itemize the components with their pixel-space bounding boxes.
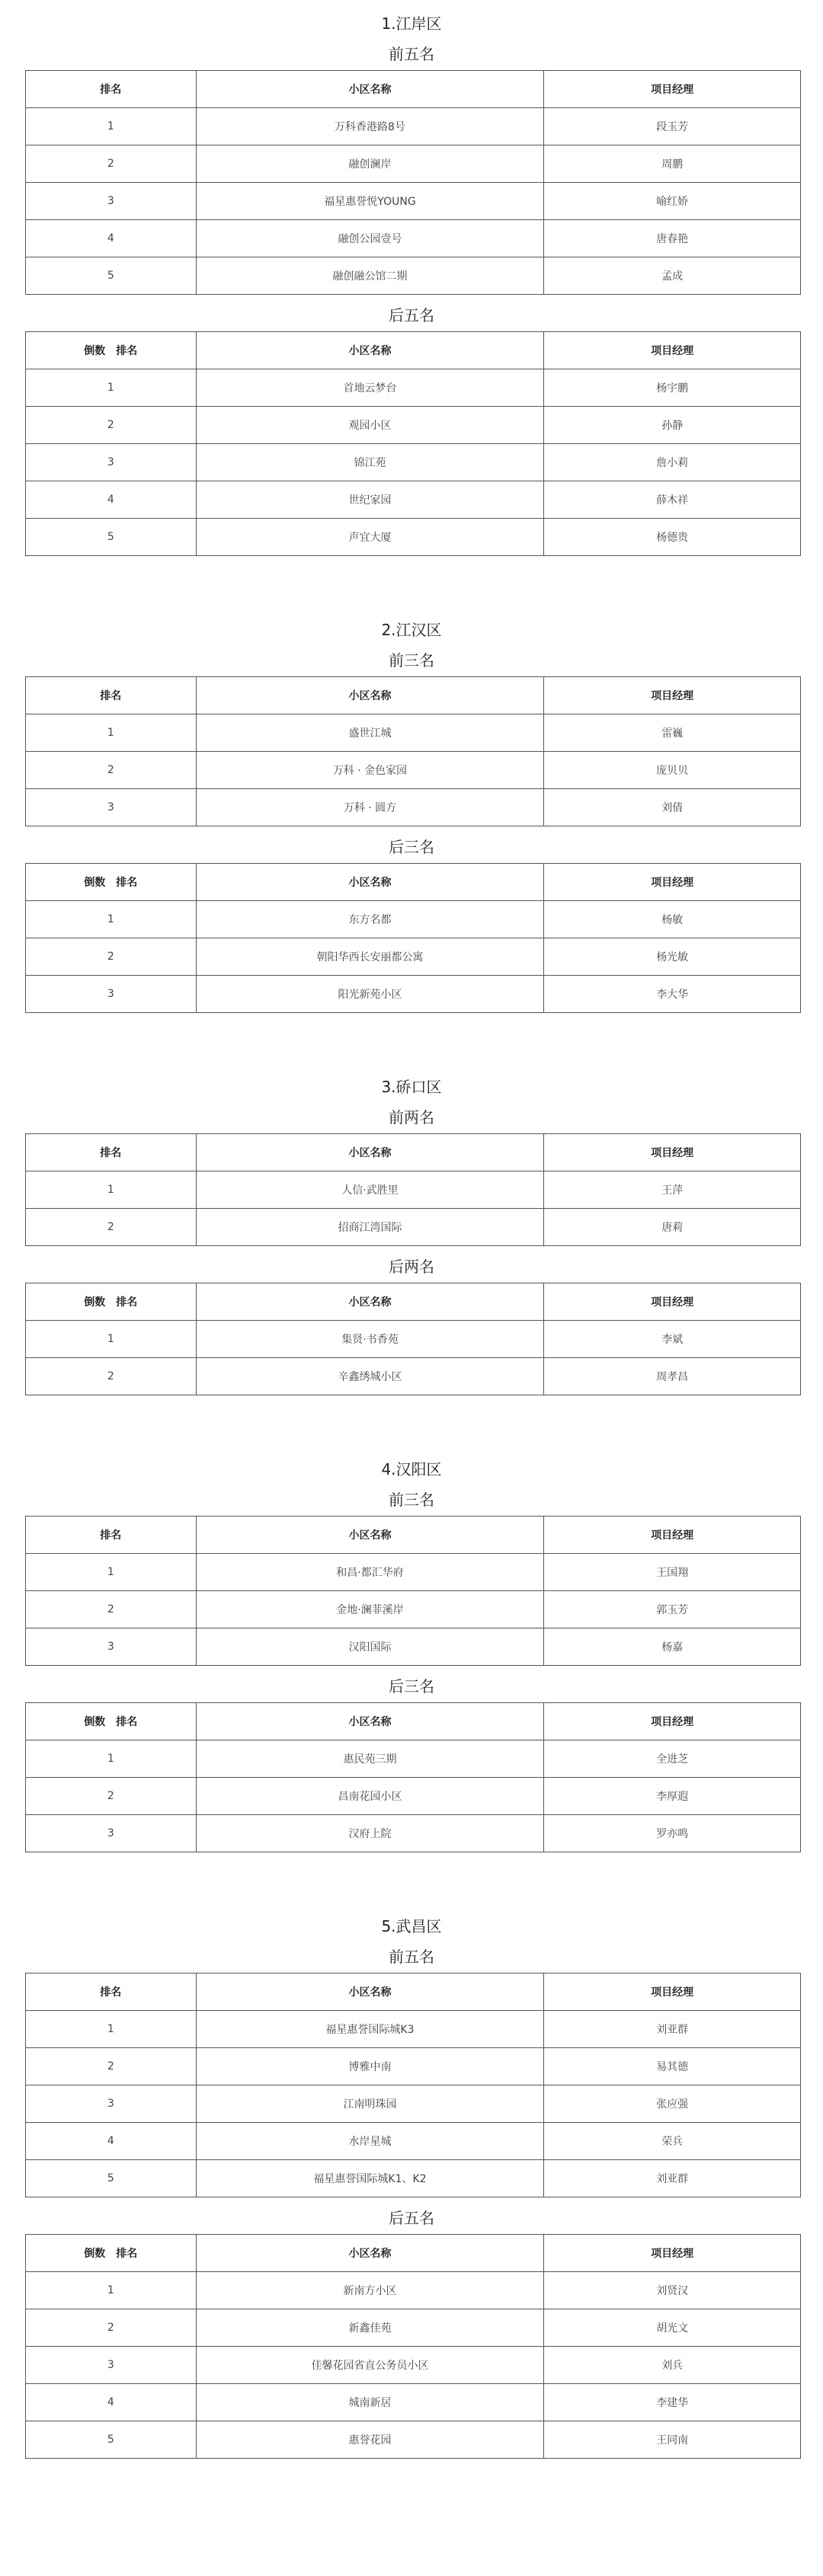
rank-label: 排名 bbox=[100, 1529, 122, 1542]
rank-cell: 2 bbox=[26, 1209, 197, 1246]
community-cell: 融创澜岸 bbox=[196, 145, 544, 183]
rank-cell: 2 bbox=[26, 407, 197, 444]
manager-cell: 李建华 bbox=[544, 2384, 801, 2421]
table-row bbox=[26, 938, 801, 976]
bottom-ranking-table bbox=[25, 2234, 801, 2459]
rank-header bbox=[26, 1517, 197, 1554]
top-ranking-title: 前三名 bbox=[389, 651, 434, 670]
table-row bbox=[26, 2123, 801, 2160]
table-row bbox=[26, 1321, 801, 1358]
rank-cell: 4 bbox=[26, 2123, 197, 2160]
table-row bbox=[26, 976, 801, 1013]
reverse-label: 倒数 bbox=[84, 2248, 106, 2260]
manager-cell: 雷巍 bbox=[544, 714, 801, 752]
community-cell: 朝阳华西长安丽都公寓 bbox=[196, 938, 544, 976]
district-section bbox=[0, 1074, 823, 1456]
table-row bbox=[26, 1628, 801, 1666]
rank-cell: 4 bbox=[26, 481, 197, 519]
table-row bbox=[26, 444, 801, 481]
reverse-label: 倒数 bbox=[84, 877, 106, 889]
manager-cell: 李斌 bbox=[544, 1321, 801, 1358]
rank-cell: 1 bbox=[26, 369, 197, 407]
community-cell: 东方名都 bbox=[196, 901, 544, 938]
rank-cell: 2 bbox=[26, 1358, 197, 1395]
top-ranking-title: 前两名 bbox=[389, 1108, 434, 1127]
rank-header bbox=[26, 1134, 197, 1171]
manager-cell: 薛木祥 bbox=[544, 481, 801, 519]
community-header: 小区名称 bbox=[196, 1974, 544, 2011]
rank-cell: 1 bbox=[26, 1321, 197, 1358]
manager-cell: 段玉芳 bbox=[544, 108, 801, 145]
district-section bbox=[0, 617, 823, 1074]
community-cell: 福星惠誉国际城K3 bbox=[196, 2011, 544, 2048]
rank-cell: 1 bbox=[26, 2011, 197, 2048]
manager-cell: 杨德贵 bbox=[544, 519, 801, 556]
manager-header: 项目经理 bbox=[544, 677, 801, 714]
bottom-ranking-title: 后五名 bbox=[389, 306, 434, 324]
rank-cell: 3 bbox=[26, 2347, 197, 2384]
rank-label: 排名 bbox=[100, 1986, 122, 1999]
top-ranking-table bbox=[25, 1516, 801, 1666]
rank-header bbox=[26, 2235, 197, 2272]
community-cell: 惠誉花园 bbox=[196, 2421, 544, 2459]
reverse-label: 倒数 bbox=[84, 1716, 106, 1728]
manager-cell: 刘贤汉 bbox=[544, 2272, 801, 2309]
table-row bbox=[26, 2085, 801, 2123]
manager-cell: 杨嘉 bbox=[544, 1628, 801, 1666]
community-cell: 汉阳国际 bbox=[196, 1628, 544, 1666]
table-row bbox=[26, 1815, 801, 1852]
manager-header: 项目经理 bbox=[544, 1134, 801, 1171]
community-cell: 福星惠誉国际城K1、K2 bbox=[196, 2160, 544, 2197]
manager-cell: 詹小莉 bbox=[544, 444, 801, 481]
district-title: 4.汉阳区 bbox=[381, 1460, 442, 1478]
community-cell: 首地云梦台 bbox=[196, 369, 544, 407]
community-cell: 和昌·都汇华府 bbox=[196, 1554, 544, 1591]
bottom-ranking-title: 后三名 bbox=[389, 1677, 434, 1695]
rank-cell: 4 bbox=[26, 2384, 197, 2421]
community-cell: 人信·武胜里 bbox=[196, 1171, 544, 1209]
rank-label: 排名 bbox=[116, 345, 138, 357]
manager-cell: 刘倩 bbox=[544, 789, 801, 826]
table-row bbox=[26, 407, 801, 444]
community-cell: 博雅中南 bbox=[196, 2048, 544, 2085]
manager-cell: 李厚遐 bbox=[544, 1778, 801, 1815]
community-header: 小区名称 bbox=[196, 1703, 544, 1740]
community-cell: 万科香港路8号 bbox=[196, 108, 544, 145]
bottom-ranking-table bbox=[25, 863, 801, 1013]
district-section bbox=[0, 11, 823, 617]
table-row bbox=[26, 519, 801, 556]
community-cell: 锦江苑 bbox=[196, 444, 544, 481]
rank-header bbox=[26, 1974, 197, 2011]
rank-cell: 1 bbox=[26, 1740, 197, 1778]
bottom-ranking-title: 后五名 bbox=[389, 2209, 434, 2227]
table-header-row bbox=[26, 1974, 801, 2011]
rank-cell: 3 bbox=[26, 183, 197, 220]
table-header-row bbox=[26, 71, 801, 108]
table-row bbox=[26, 108, 801, 145]
district-section bbox=[0, 1913, 823, 2459]
community-cell: 观园小区 bbox=[196, 407, 544, 444]
reverse-label: 倒数 bbox=[84, 1296, 106, 1309]
rank-cell: 5 bbox=[26, 2421, 197, 2459]
community-cell: 招商江湾国际 bbox=[196, 1209, 544, 1246]
community-header: 小区名称 bbox=[196, 677, 544, 714]
rank-cell: 3 bbox=[26, 789, 197, 826]
table-header-row bbox=[26, 1134, 801, 1171]
table-row bbox=[26, 145, 801, 183]
manager-cell: 胡光文 bbox=[544, 2309, 801, 2347]
top-ranking-table bbox=[25, 1973, 801, 2197]
rank-cell: 1 bbox=[26, 108, 197, 145]
reverse-label: 倒数 bbox=[84, 345, 106, 357]
manager-cell: 唐春艳 bbox=[544, 220, 801, 257]
manager-header: 项目经理 bbox=[544, 1974, 801, 2011]
community-header: 小区名称 bbox=[196, 2235, 544, 2272]
community-header: 小区名称 bbox=[196, 1134, 544, 1171]
district-section bbox=[0, 1456, 823, 1913]
rank-cell: 5 bbox=[26, 2160, 197, 2197]
manager-header: 项目经理 bbox=[544, 1703, 801, 1740]
manager-cell: 王国翔 bbox=[544, 1554, 801, 1591]
community-cell: 福星惠誉悦YOUNG bbox=[196, 183, 544, 220]
rank-cell: 3 bbox=[26, 1628, 197, 1666]
table-row bbox=[26, 369, 801, 407]
rank-label: 排名 bbox=[116, 877, 138, 889]
table-row bbox=[26, 1171, 801, 1209]
rank-label: 排名 bbox=[116, 1296, 138, 1309]
rank-cell: 3 bbox=[26, 2085, 197, 2123]
rank-cell: 1 bbox=[26, 1554, 197, 1591]
community-cell: 融创公园壹号 bbox=[196, 220, 544, 257]
manager-header: 项目经理 bbox=[544, 864, 801, 901]
rank-cell: 5 bbox=[26, 257, 197, 295]
manager-header: 项目经理 bbox=[544, 71, 801, 108]
community-header: 小区名称 bbox=[196, 1517, 544, 1554]
manager-cell: 刘亚群 bbox=[544, 2160, 801, 2197]
table-row bbox=[26, 714, 801, 752]
manager-cell: 罗亦鸣 bbox=[544, 1815, 801, 1852]
community-cell: 辛鑫绣城小区 bbox=[196, 1358, 544, 1395]
table-row bbox=[26, 220, 801, 257]
manager-cell: 李大华 bbox=[544, 976, 801, 1013]
bottom-ranking-table bbox=[25, 1283, 801, 1395]
top-ranking-table bbox=[25, 1133, 801, 1246]
district-title: 5.武昌区 bbox=[381, 1917, 442, 1935]
community-cell: 集贤·书香苑 bbox=[196, 1321, 544, 1358]
rank-header bbox=[26, 677, 197, 714]
table-row bbox=[26, 2384, 801, 2421]
community-header: 小区名称 bbox=[196, 71, 544, 108]
top-ranking-table bbox=[25, 70, 801, 295]
community-header: 小区名称 bbox=[196, 1283, 544, 1321]
bottom-ranking-title: 后两名 bbox=[389, 1258, 434, 1276]
community-cell: 汉府上院 bbox=[196, 1815, 544, 1852]
table-header-row bbox=[26, 2235, 801, 2272]
district-title: 3.硚口区 bbox=[381, 1078, 442, 1096]
rank-cell: 2 bbox=[26, 1778, 197, 1815]
community-cell: 声宜大厦 bbox=[196, 519, 544, 556]
table-row bbox=[26, 2347, 801, 2384]
table-row bbox=[26, 257, 801, 295]
table-row bbox=[26, 2011, 801, 2048]
community-cell: 阳光新苑小区 bbox=[196, 976, 544, 1013]
table-header-row bbox=[26, 677, 801, 714]
rank-cell: 3 bbox=[26, 976, 197, 1013]
community-header: 小区名称 bbox=[196, 864, 544, 901]
rank-header bbox=[26, 71, 197, 108]
manager-cell: 孟成 bbox=[544, 257, 801, 295]
table-row bbox=[26, 2421, 801, 2459]
table-row bbox=[26, 789, 801, 826]
table-row bbox=[26, 2309, 801, 2347]
manager-header: 项目经理 bbox=[544, 2235, 801, 2272]
table-header-row bbox=[26, 1703, 801, 1740]
community-header: 小区名称 bbox=[196, 332, 544, 369]
table-header-row bbox=[26, 1283, 801, 1321]
table-row bbox=[26, 1778, 801, 1815]
community-cell: 世纪家园 bbox=[196, 481, 544, 519]
top-ranking-title: 前五名 bbox=[389, 1948, 434, 1966]
rank-cell: 1 bbox=[26, 1171, 197, 1209]
manager-cell: 杨光敏 bbox=[544, 938, 801, 976]
rank-cell: 2 bbox=[26, 752, 197, 789]
community-cell: 江南明珠园 bbox=[196, 2085, 544, 2123]
manager-header: 项目经理 bbox=[544, 1283, 801, 1321]
community-cell: 惠民苑三期 bbox=[196, 1740, 544, 1778]
manager-cell: 周孝昌 bbox=[544, 1358, 801, 1395]
community-cell: 新南方小区 bbox=[196, 2272, 544, 2309]
rank-header bbox=[26, 1703, 197, 1740]
manager-cell: 庞贝贝 bbox=[544, 752, 801, 789]
table-row bbox=[26, 2160, 801, 2197]
rank-cell: 2 bbox=[26, 2309, 197, 2347]
table-row bbox=[26, 1554, 801, 1591]
community-cell: 金地·澜菲溪岸 bbox=[196, 1591, 544, 1628]
community-cell: 万科 · 圆方 bbox=[196, 789, 544, 826]
manager-cell: 喻红娇 bbox=[544, 183, 801, 220]
top-ranking-table bbox=[25, 676, 801, 826]
rank-cell: 4 bbox=[26, 220, 197, 257]
table-row bbox=[26, 183, 801, 220]
rank-label: 排名 bbox=[116, 1716, 138, 1728]
manager-cell: 荣兵 bbox=[544, 2123, 801, 2160]
district-title: 2.江汉区 bbox=[381, 621, 442, 639]
rank-cell: 2 bbox=[26, 2048, 197, 2085]
rank-header bbox=[26, 1283, 197, 1321]
rank-cell: 5 bbox=[26, 519, 197, 556]
table-row bbox=[26, 1209, 801, 1246]
rank-cell: 2 bbox=[26, 938, 197, 976]
rank-label: 排名 bbox=[100, 690, 122, 702]
table-row bbox=[26, 2048, 801, 2085]
district-title: 1.江岸区 bbox=[381, 14, 442, 33]
community-cell: 昌南花园小区 bbox=[196, 1778, 544, 1815]
table-header-row bbox=[26, 864, 801, 901]
manager-cell: 张应强 bbox=[544, 2085, 801, 2123]
table-row bbox=[26, 2272, 801, 2309]
bottom-ranking-title: 后三名 bbox=[389, 838, 434, 856]
bottom-ranking-table bbox=[25, 1702, 801, 1852]
table-row bbox=[26, 1740, 801, 1778]
rank-cell: 2 bbox=[26, 145, 197, 183]
manager-cell: 刘兵 bbox=[544, 2347, 801, 2384]
manager-cell: 易其德 bbox=[544, 2048, 801, 2085]
community-cell: 新鑫佳苑 bbox=[196, 2309, 544, 2347]
rank-header bbox=[26, 332, 197, 369]
community-cell: 城南新居 bbox=[196, 2384, 544, 2421]
top-ranking-title: 前五名 bbox=[389, 45, 434, 63]
community-cell: 佳馨花园省直公务员小区 bbox=[196, 2347, 544, 2384]
rank-cell: 1 bbox=[26, 2272, 197, 2309]
manager-cell: 王同南 bbox=[544, 2421, 801, 2459]
table-row bbox=[26, 1591, 801, 1628]
manager-header: 项目经理 bbox=[544, 332, 801, 369]
manager-cell: 杨宇鹏 bbox=[544, 369, 801, 407]
rank-cell: 3 bbox=[26, 1815, 197, 1852]
manager-cell: 孙静 bbox=[544, 407, 801, 444]
community-cell: 万科 · 金色家园 bbox=[196, 752, 544, 789]
manager-cell: 全进芝 bbox=[544, 1740, 801, 1778]
table-row bbox=[26, 481, 801, 519]
rank-cell: 1 bbox=[26, 901, 197, 938]
table-row bbox=[26, 752, 801, 789]
manager-cell: 王萍 bbox=[544, 1171, 801, 1209]
community-cell: 盛世江城 bbox=[196, 714, 544, 752]
community-cell: 水岸星城 bbox=[196, 2123, 544, 2160]
rank-cell: 2 bbox=[26, 1591, 197, 1628]
table-row bbox=[26, 1358, 801, 1395]
manager-cell: 郭玉芳 bbox=[544, 1591, 801, 1628]
rank-label: 排名 bbox=[116, 2248, 138, 2260]
rank-header bbox=[26, 864, 197, 901]
manager-cell: 刘亚群 bbox=[544, 2011, 801, 2048]
community-cell: 融创融公馆二期 bbox=[196, 257, 544, 295]
table-header-row bbox=[26, 332, 801, 369]
manager-cell: 唐莉 bbox=[544, 1209, 801, 1246]
bottom-ranking-table bbox=[25, 331, 801, 556]
rank-label: 排名 bbox=[100, 84, 122, 96]
rank-label: 排名 bbox=[100, 1147, 122, 1159]
rank-cell: 3 bbox=[26, 444, 197, 481]
table-row bbox=[26, 901, 801, 938]
rank-cell: 1 bbox=[26, 714, 197, 752]
manager-header: 项目经理 bbox=[544, 1517, 801, 1554]
manager-cell: 杨敏 bbox=[544, 901, 801, 938]
top-ranking-title: 前三名 bbox=[389, 1491, 434, 1509]
table-header-row bbox=[26, 1517, 801, 1554]
manager-cell: 周鹏 bbox=[544, 145, 801, 183]
